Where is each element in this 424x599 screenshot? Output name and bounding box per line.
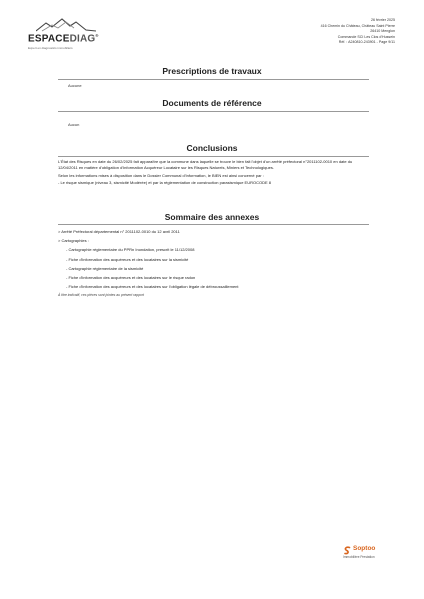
annex-sub-item: - Fiche d'information des acquéreurs et des locataires sur le risque radon	[66, 274, 196, 280]
mountains-logo-icon	[36, 18, 96, 32]
annex-sub-item: - Cartographie réglementaire de la sismicité	[66, 265, 144, 271]
annex-item-cartographies: > Cartographies :	[58, 238, 89, 244]
annexes-divider	[58, 224, 369, 225]
annex-sub-item: - Fiche d'information des acquéreurs et des locataires sur l'obligation légale de débroussaillement	[66, 284, 239, 290]
footer-brand-icon	[343, 546, 352, 555]
documents-divider	[58, 111, 369, 112]
conclusions-paragraph-1: L'État des Risques en date du 26/02/2025 fait apparaître que la commune dans laquelle se trouve le bien fait l'objet d'un arrêté préfectoral n°2011102-0010 en date du 12/04/2011 en matière d'obligation d'Information Acquéreur Locataire sur les Risques Naturels, Miniers et Technologiques.	[58, 159, 353, 170]
annexes-title: Sommaire des annexes	[164, 212, 260, 222]
logo-tagline: Expert en diagnostics immobiliers	[28, 46, 73, 50]
report-date: 26 février 2025	[371, 18, 395, 22]
annex-note: À titre indicatif, ces pièces sont jointes au présent rapport	[58, 292, 144, 297]
conclusions-body	[58, 159, 370, 188]
address-line-1: 416 Chemin du Château, Château Saint Pierre	[320, 23, 395, 28]
footer-brand-subtitle: Immobilière Prestation	[343, 555, 375, 559]
logo-brand	[28, 33, 99, 44]
footer-brand-name: Soptoo	[353, 545, 376, 552]
conclusions-title: Conclusions	[186, 143, 238, 153]
prescriptions-divider	[58, 79, 369, 80]
reference-line: Réf. : A240810-243901 - Page 9/11	[338, 40, 395, 45]
logo-brand-accent: DIAG	[69, 33, 96, 45]
annex-item-arrete: > Arrêté Préfectoral départemental n° 2011102-0010 du 12 avril 2011	[58, 229, 180, 234]
company-logo	[28, 18, 108, 54]
annexes-list	[58, 229, 378, 299]
prescriptions-text: Aucune	[68, 83, 82, 88]
footer-brand	[343, 545, 385, 563]
prescriptions-title: Prescriptions de travaux	[162, 66, 262, 76]
header-info	[321, 18, 395, 46]
annex-sub-item: - Fiche d'information des acquéreurs et des locataires sur la sismicité	[66, 256, 189, 262]
documents-title: Documents de référence	[162, 98, 262, 108]
conclusions-paragraph-2: Selon les informations mises à disposition dans le Dossier Communal d'Information, le BIEN est ainsi concerné par :	[58, 172, 264, 178]
conclusions-divider	[58, 156, 369, 157]
conclusions-paragraph-3: - Le risque sismique (niveau 3, sismicité Modérée) et par la réglementation de construction parasismique EUROCODE 8	[58, 180, 271, 186]
address-line-3: Commande SCI Les Clos d'Hussein	[337, 34, 395, 39]
address-line-2: 26410 Menglon	[370, 29, 395, 34]
documents-text: Aucun	[68, 122, 80, 127]
logo-brand-mark: ®	[95, 33, 99, 38]
annex-sub-item: - Cartographie réglementaire du PPRn Inondation, prescrit le 11/12/2008	[66, 247, 195, 253]
logo-brand-main: ESPACE	[28, 33, 70, 45]
